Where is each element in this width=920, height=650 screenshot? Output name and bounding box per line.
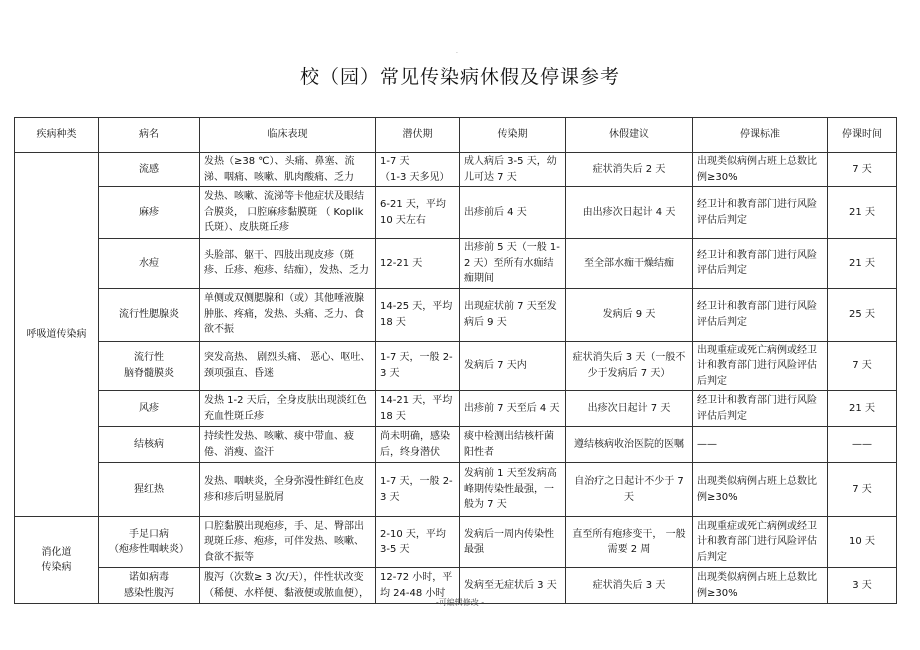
disease-name: 结核病 (99, 427, 200, 463)
incubation-period: 6-21 天，平均 10 天左右 (376, 187, 460, 239)
clinical-symptoms: 发热（≥38 ℃）、头痛、鼻塞、流涕、咽痛、咳嗽、肌肉酸痛、乏力 (200, 153, 376, 187)
infectious-period: 成人病后 3-5 天，幼儿可达 7 天 (460, 153, 566, 187)
category-respiratory: 呼吸道传染病 (15, 153, 99, 517)
infectious-period: 出疹前后 4 天 (460, 187, 566, 239)
disease-name: 水痘 (99, 239, 200, 289)
disease-name: 猩红热 (99, 463, 200, 517)
suspension-standard: 出现类似病例占班上总数比例≥30% (693, 153, 828, 187)
category-digestive: 消化道 传染病 (15, 517, 99, 604)
table-row (15, 517, 897, 568)
leave-advice: 遵结核病收治医院的医嘱 (566, 427, 693, 463)
header-symptoms: 临床表现 (200, 118, 376, 153)
disease-name: 手足口病 （疱疹性咽峡炎） (99, 517, 200, 568)
suspension-duration: 21 天 (828, 391, 897, 427)
table-row (15, 341, 897, 391)
disease-name: 麻疹 (99, 187, 200, 239)
header-disease: 病名 (99, 118, 200, 153)
incubation-period: 14-25 天，平均 18 天 (376, 288, 460, 341)
leave-advice: 出疹次日起计 7 天 (566, 391, 693, 427)
header-category: 疾病种类 (15, 118, 99, 153)
table-row (15, 239, 897, 289)
disease-name: 流行性腮腺炎 (99, 288, 200, 341)
disease-name: 诺如病毒 感染性腹泻 (99, 568, 200, 604)
incubation-period: 1-7 天，一般 2-3 天 (376, 341, 460, 391)
infectious-period: 发病前 1 天至发病高峰期传染性最强，一般为 7 天 (460, 463, 566, 517)
table-row (15, 187, 897, 239)
suspension-standard: 出现重症或死亡病例或经卫计和教育部门进行风险评估后判定 (693, 517, 828, 568)
header-infectious-period: 传染期 (460, 118, 566, 153)
suspension-standard: 经卫计和教育部门进行风险评估后判定 (693, 187, 828, 239)
header-suspension-duration: 停课时间 (828, 118, 897, 153)
page-title: 校（园）常见传染病休假及停课参考 (299, 66, 620, 88)
header-incubation: 潜伏期 (376, 118, 460, 153)
suspension-standard: 出现类似病例占班上总数比例≥30% (693, 568, 828, 604)
clinical-symptoms: 发热、咳嗽、流涕等卡他症状及眼结合膜炎， 口腔麻疹黏膜斑 （ Koplik 氏斑）、皮肤斑丘疹 (200, 187, 376, 239)
suspension-duration: 25 天 (828, 288, 897, 341)
leave-advice: 自治疗之日起计不少于 7 天 (566, 463, 693, 517)
infectious-period: 发病至无症状后 3 天 (460, 568, 566, 604)
clinical-symptoms: 持续性发热、咳嗽、痰中带血、疲倦、消瘦、盗汗 (200, 427, 376, 463)
table-row (15, 153, 897, 187)
incubation-period: 12-72 小时，平均 24-48 小时 (376, 568, 460, 604)
clinical-symptoms: 腹泻（次数≥ 3 次/天），伴性状改变（稀便、水样便、黏液便或脓血便）， (200, 568, 376, 604)
clinical-symptoms: 突发高热、 剧烈头痛、 恶心、呕吐、颈项强直、昏迷 (200, 341, 376, 391)
header-leave-advice: 休假建议 (566, 118, 693, 153)
leave-advice: 症状消失后 2 天 (566, 153, 693, 187)
suspension-standard: 出现类似病例占班上总数比例≥30% (693, 463, 828, 517)
suspension-duration: 7 天 (828, 463, 897, 517)
leave-advice: 发病后 9 天 (566, 288, 693, 341)
disease-name: 流行性 脑脊髓膜炎 (99, 341, 200, 391)
incubation-period: 14-21 天，平均 18 天 (376, 391, 460, 427)
infectious-period: 发病后 7 天内 (460, 341, 566, 391)
incubation-period: 2-10 天，平均 3-5 天 (376, 517, 460, 568)
disease-name: 风疹 (99, 391, 200, 427)
table-row (15, 391, 897, 427)
page-mark: . (456, 48, 458, 55)
table-header-row (15, 118, 897, 153)
suspension-standard: 经卫计和教育部门进行风险评估后判定 (693, 391, 828, 427)
suspension-duration: 3 天 (828, 568, 897, 604)
infectious-period: 出现症状前 7 天至发病后 9 天 (460, 288, 566, 341)
table-row (15, 427, 897, 463)
leave-advice: 至全部水痂干燥结痂 (566, 239, 693, 289)
disease-table (14, 117, 897, 604)
suspension-duration: —— (828, 427, 897, 463)
clinical-symptoms: 单侧或双侧腮腺和（或）其他唾液腺肿胀、疼痛，发热、头痛、乏力、食欲不振 (200, 288, 376, 341)
page-footer: -可编辑修改 - (435, 598, 485, 607)
suspension-standard: 经卫计和教育部门进行风险评估后判定 (693, 288, 828, 341)
infectious-period: 发病后一周内传染性最强 (460, 517, 566, 568)
leave-advice: 症状消失后 3 天（一般不少于发病后 7 天） (566, 341, 693, 391)
table-row (15, 288, 897, 341)
leave-advice: 直至所有疱疹变干， 一般需要 2 周 (566, 517, 693, 568)
clinical-symptoms: 头脸部、躯干、四肢出现皮疹（斑疹、丘疹、疱疹、结痂），发热、乏力 (200, 239, 376, 289)
clinical-symptoms: 发热、咽峡炎，全身弥漫性鲜红色皮疹和疹后明显脱屑 (200, 463, 376, 517)
header-suspension-standard: 停课标准 (693, 118, 828, 153)
suspension-standard: —— (693, 427, 828, 463)
suspension-duration: 21 天 (828, 187, 897, 239)
clinical-symptoms: 口腔黏膜出现疱疹，手、足、臀部出现斑丘疹、疱疹，可伴发热、咳嗽、食欲不振等 (200, 517, 376, 568)
incubation-period: 1-7 天，一般 2-3 天 (376, 463, 460, 517)
infectious-period: 痰中检测出结核杆菌阳性者 (460, 427, 566, 463)
suspension-duration: 7 天 (828, 153, 897, 187)
suspension-standard: 经卫计和教育部门进行风险评估后判定 (693, 239, 828, 289)
incubation-period: 尚未明确，感染后，终身潜伏 (376, 427, 460, 463)
suspension-duration: 10 天 (828, 517, 897, 568)
disease-name: 流感 (99, 153, 200, 187)
incubation-period: 12-21 天 (376, 239, 460, 289)
suspension-standard: 出现重症或死亡病例或经卫计和教育部门进行风险评估后判定 (693, 341, 828, 391)
clinical-symptoms: 发热 1-2 天后，全身皮肤出现淡红色充血性斑丘疹 (200, 391, 376, 427)
infectious-period: 出疹前 7 天至后 4 天 (460, 391, 566, 427)
leave-advice: 由出疹次日起计 4 天 (566, 187, 693, 239)
table-row (15, 463, 897, 517)
suspension-duration: 7 天 (828, 341, 897, 391)
suspension-duration: 21 天 (828, 239, 897, 289)
leave-advice: 症状消失后 3 天 (566, 568, 693, 604)
infectious-period: 出疹前 5 天（一般 1-2 天）至所有水痂结痂期间 (460, 239, 566, 289)
incubation-period: 1-7 天 （1-3 天多见） (376, 153, 460, 187)
